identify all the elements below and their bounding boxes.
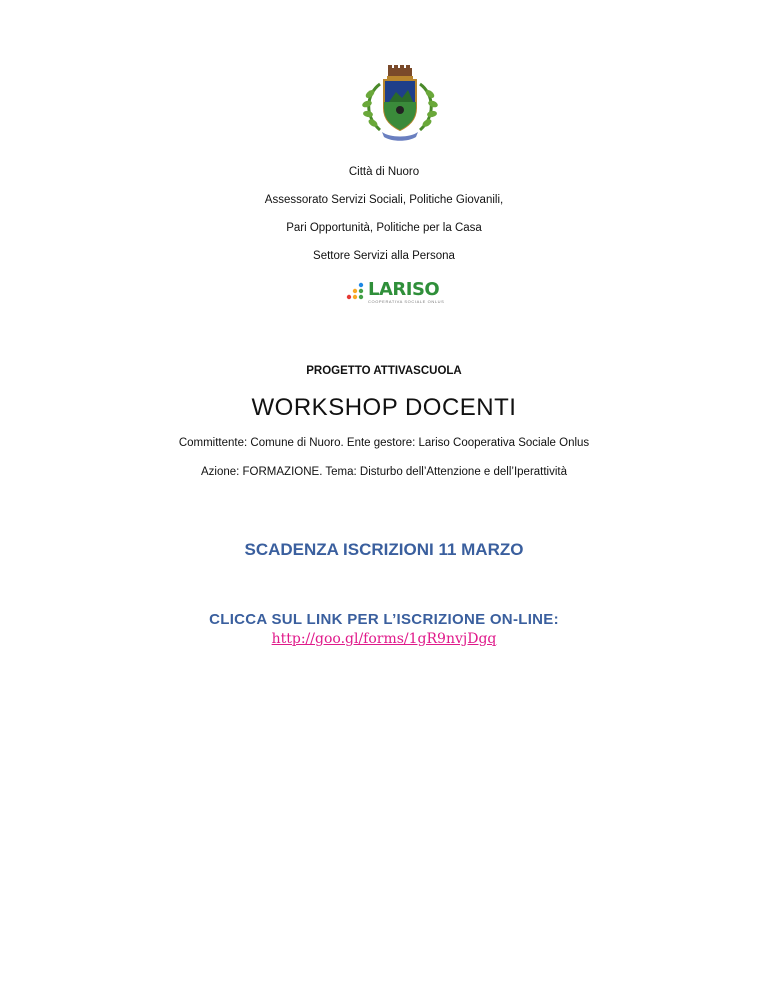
sector-name: Settore Servizi alla Persona — [313, 250, 455, 262]
registration-link[interactable]: http://goo.gl/forms/1gR9nvjDgq — [271, 631, 497, 647]
page-title: WORKSHOP DOCENTI — [251, 394, 517, 421]
deadline-text: SCADENZA ISCRIZIONI 11 MARZO — [244, 540, 524, 559]
city-name: Città di Nuoro — [348, 166, 420, 178]
lariso-logo-name: LARISO — [368, 279, 440, 300]
department-line-2: Pari Opportunità, Politiche per la Casa — [286, 222, 482, 234]
registration-prompt: CLICCA SUL LINK PER L’ISCRIZIONE ON-LINE: — [209, 611, 559, 628]
azione-line: Azione: FORMAZIONE. Tema: Disturbo dell’Attenzione e dell’Iperattività — [200, 466, 568, 478]
lariso-logo-tagline: COOPERATIVA SOCIALE ONLUS — [368, 299, 445, 304]
lariso-logo — [346, 280, 450, 306]
coat-of-arms-icon — [356, 64, 444, 144]
dots-mark-icon — [346, 280, 368, 302]
project-label: PROGETTO ATTIVASCUOLA — [306, 365, 462, 377]
committente-line: Committente: Comune di Nuoro. Ente gestore: Lariso Cooperativa Sociale Onlus — [178, 437, 590, 449]
department-line-1: Assessorato Servizi Sociali, Politiche Giovanili, — [264, 194, 504, 206]
